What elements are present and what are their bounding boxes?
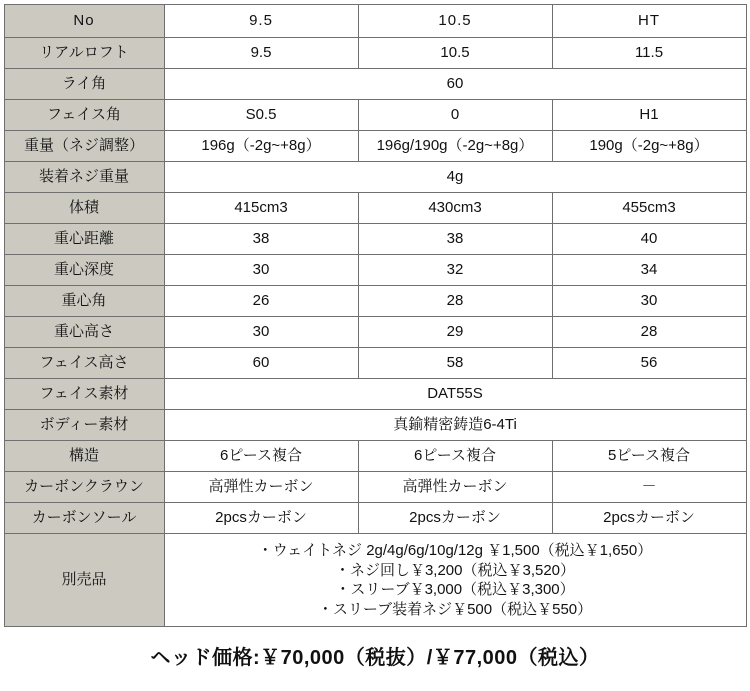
table-row [4, 472, 746, 503]
row-value: 38 [358, 224, 552, 255]
row-label: 重心距離 [4, 224, 164, 255]
row-value: 5ピース複合 [552, 441, 746, 472]
row-label: カーボンソール [4, 503, 164, 534]
row-value: 6ピース複合 [164, 441, 358, 472]
row-value-merged: 4g [164, 162, 746, 193]
row-label: 重量（ネジ調整） [4, 131, 164, 162]
row-value: 26 [164, 286, 358, 317]
option-line: ・スリーブ￥3,000（税込￥3,300） [335, 581, 575, 598]
header-label: No [4, 5, 164, 38]
table-row [4, 441, 746, 472]
row-value: H1 [552, 100, 746, 131]
row-label: 重心角 [4, 286, 164, 317]
row-value: － [552, 472, 746, 503]
table-row [4, 503, 746, 534]
table-row [4, 193, 746, 224]
row-label: 装着ネジ重量 [4, 162, 164, 193]
option-line: ・スリーブ装着ネジ￥500（税込￥550） [317, 600, 593, 618]
row-label: カーボンクラウン [4, 472, 164, 503]
row-label: リアルロフト [4, 38, 164, 69]
row-value: 高弾性カーボン [164, 472, 358, 503]
row-label: 別売品 [4, 534, 164, 627]
row-value: 6ピース複合 [358, 441, 552, 472]
row-value: 190g（-2g~+8g） [552, 131, 746, 162]
table-row [4, 100, 746, 131]
row-value: 430cm3 [358, 193, 552, 224]
row-value: 30 [164, 317, 358, 348]
row-label: 体積 [4, 193, 164, 224]
row-value: 196g（-2g~+8g） [164, 131, 358, 162]
row-value: 28 [358, 286, 552, 317]
head-price-text: ヘッド価格:￥70,000（税抜）/￥77,000（税込） [150, 647, 600, 669]
row-value: 455cm3 [552, 193, 746, 224]
row-value: 60 [164, 348, 358, 379]
row-value-merged: 60 [164, 69, 746, 100]
row-value: 30 [552, 286, 746, 317]
row-label: 構造 [4, 441, 164, 472]
table-row [4, 317, 746, 348]
table-header-row [4, 5, 746, 38]
table-row [4, 255, 746, 286]
row-label: フェイス高さ [4, 348, 164, 379]
table-row [4, 410, 746, 441]
row-value: 40 [552, 224, 746, 255]
row-value: 34 [552, 255, 746, 286]
row-value-merged: 真鍮精密鋳造6-4Ti [164, 410, 746, 441]
row-value: 9.5 [164, 38, 358, 69]
row-value: 29 [358, 317, 552, 348]
table-row [4, 224, 746, 255]
specification-table [4, 4, 747, 627]
row-label: 重心高さ [4, 317, 164, 348]
table-row [4, 379, 746, 410]
option-line: ・ウェイトネジ 2g/4g/6g/10g/12g ￥1,500（税込￥1,650） [257, 542, 653, 559]
table-row [4, 38, 746, 69]
row-value: 32 [358, 255, 552, 286]
table-row [4, 162, 746, 193]
row-label: ボディー素材 [4, 410, 164, 441]
table-row-options [4, 534, 746, 627]
row-value: 28 [552, 317, 746, 348]
row-value: 196g/190g（-2g~+8g） [358, 131, 552, 162]
row-value: 10.5 [358, 38, 552, 69]
row-label: フェイス素材 [4, 379, 164, 410]
row-value: 高弾性カーボン [358, 472, 552, 503]
row-value: 56 [552, 348, 746, 379]
row-value: 2pcsカーボン [552, 503, 746, 534]
row-value: 58 [358, 348, 552, 379]
table-row [4, 286, 746, 317]
options-list [164, 534, 746, 627]
row-label: フェイス角 [4, 100, 164, 131]
header-col-1: 9.5 [164, 5, 358, 38]
row-value: 0 [358, 100, 552, 131]
row-value: 2pcsカーボン [358, 503, 552, 534]
row-value: 11.5 [552, 38, 746, 69]
row-value: 38 [164, 224, 358, 255]
row-label: ライ角 [4, 69, 164, 100]
row-label: 重心深度 [4, 255, 164, 286]
row-value: S0.5 [164, 100, 358, 131]
spec-sheet [0, 4, 750, 691]
row-value-merged: DAT55S [164, 379, 746, 410]
row-value: 2pcsカーボン [164, 503, 358, 534]
row-value: 415cm3 [164, 193, 358, 224]
header-col-3: HT [552, 5, 746, 38]
option-line: ・ネジ回し￥3,200（税込￥3,520） [334, 561, 576, 579]
table-row [4, 131, 746, 162]
table-row [4, 348, 746, 379]
header-col-2: 10.5 [358, 5, 552, 38]
table-row [4, 69, 746, 100]
row-value: 30 [164, 255, 358, 286]
